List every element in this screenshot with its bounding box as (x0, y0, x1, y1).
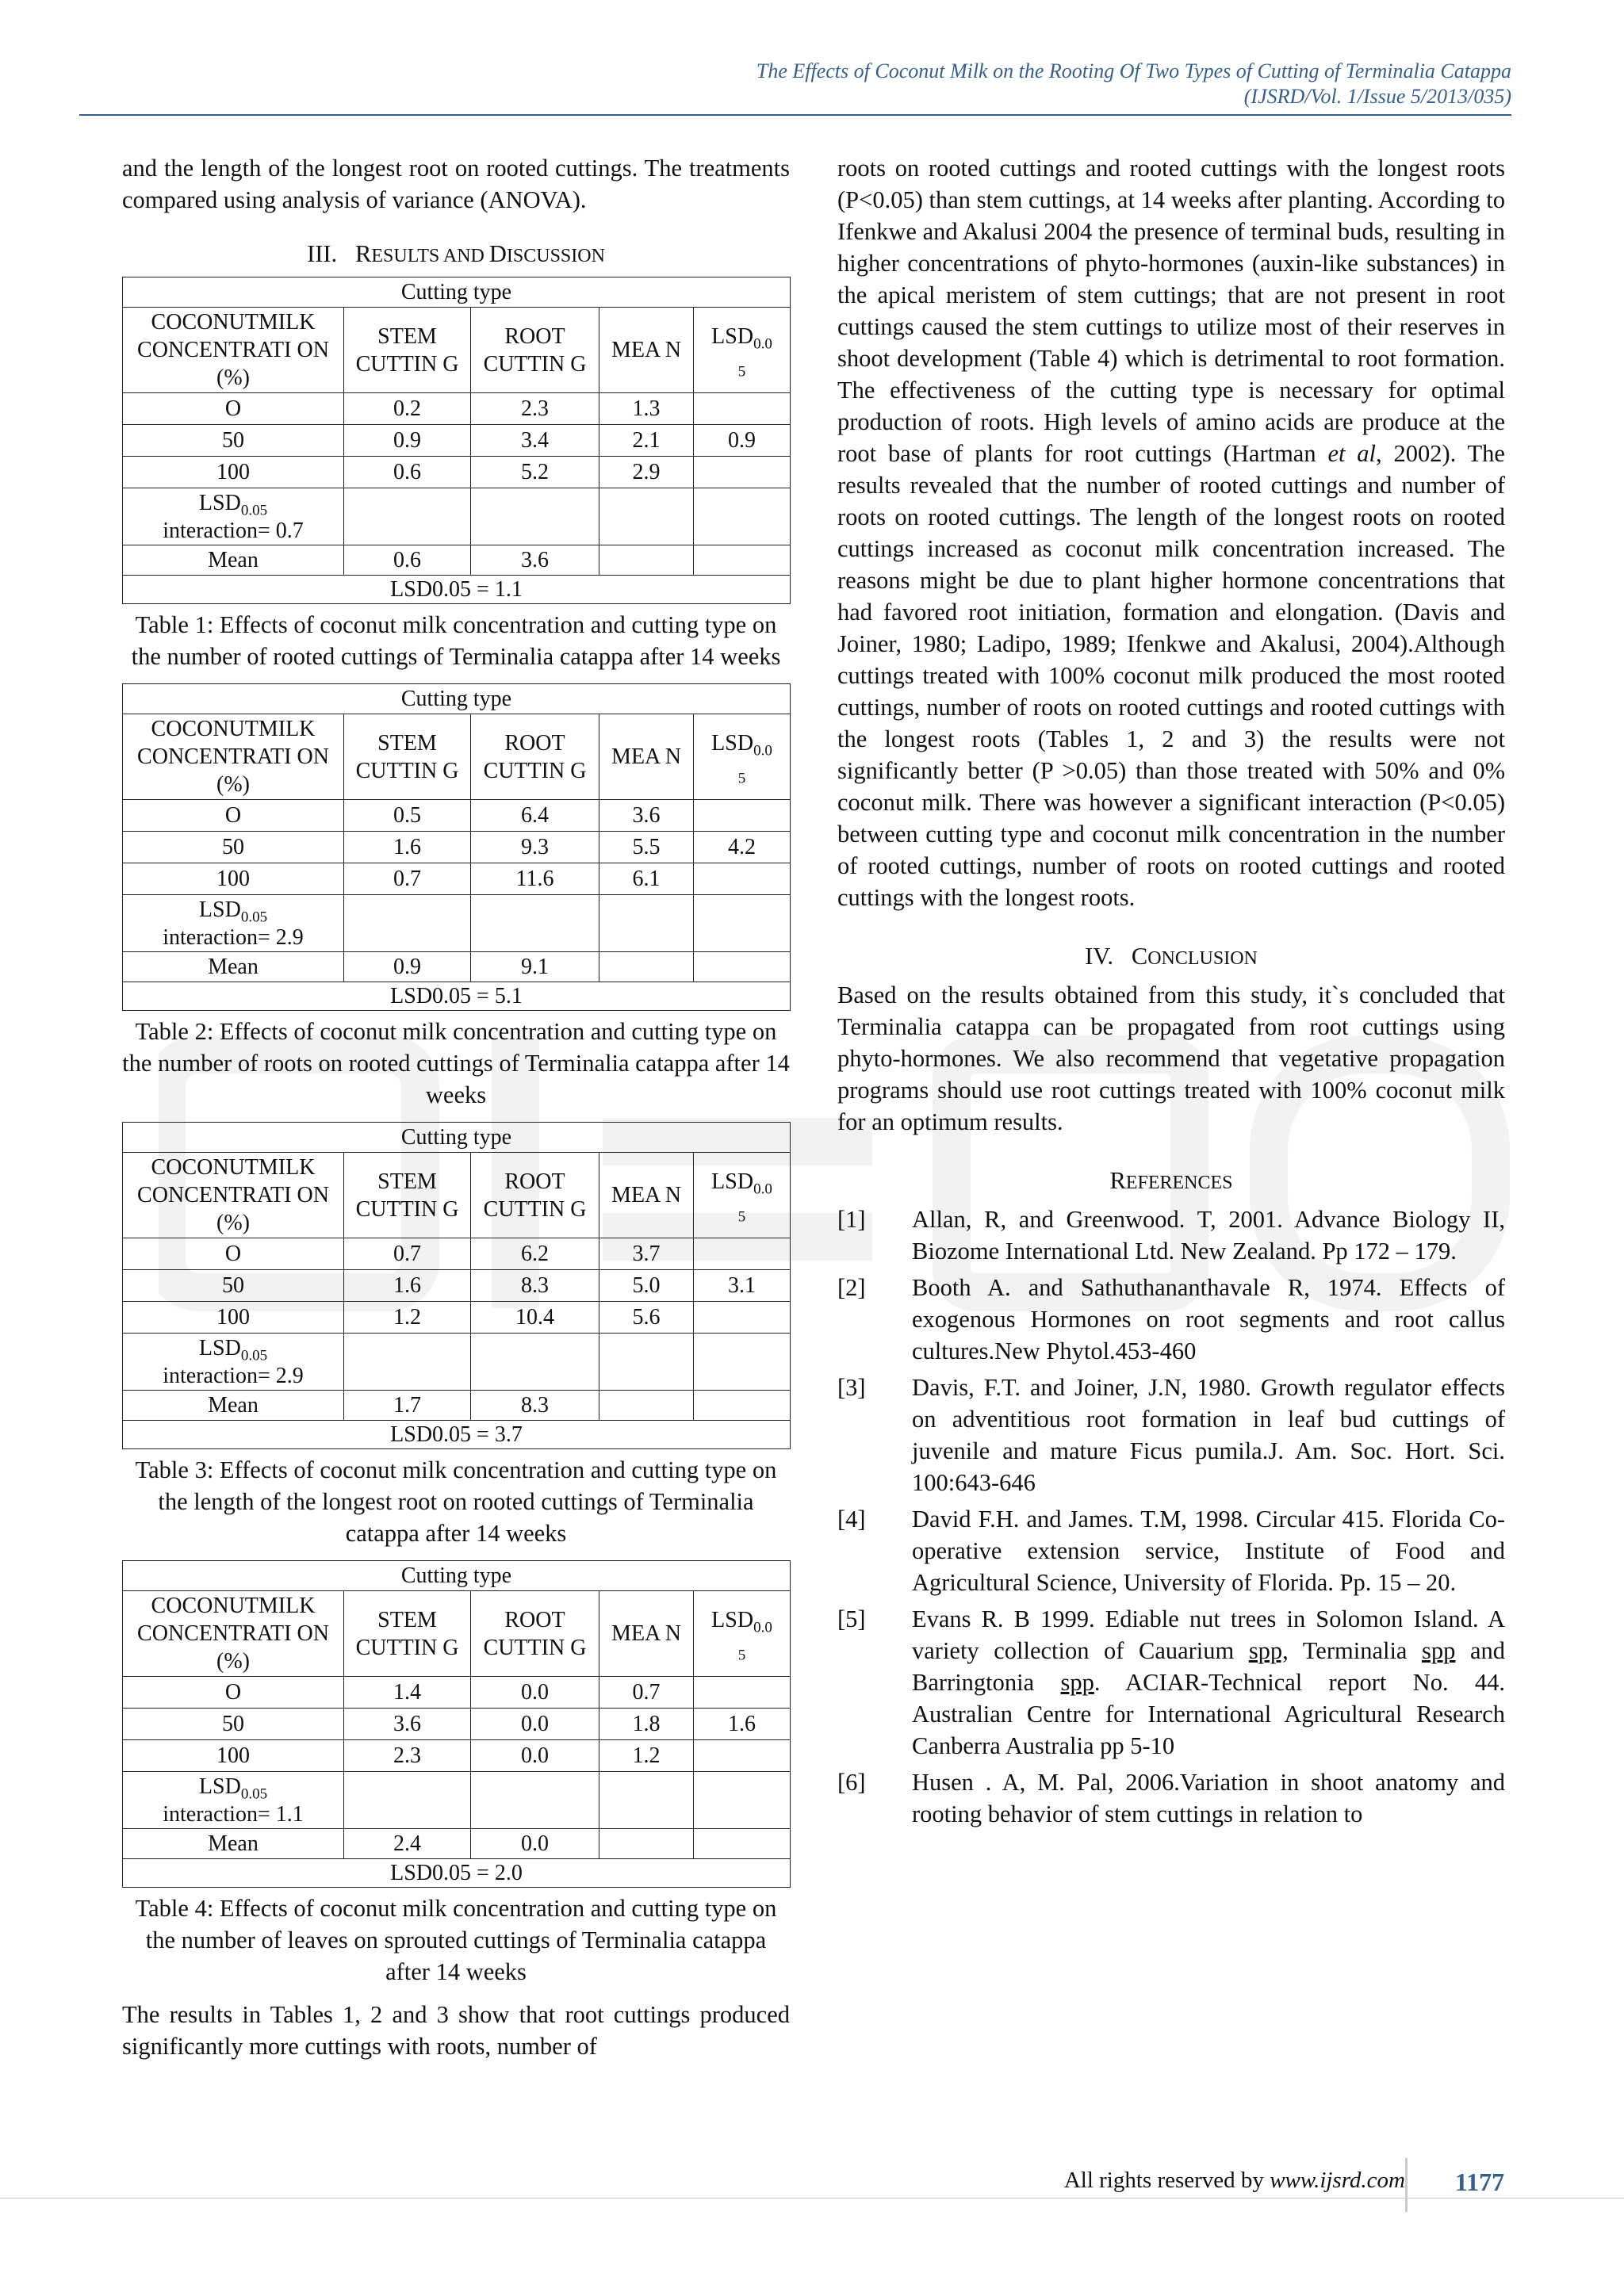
cell-root: 6.4 (471, 800, 599, 832)
lsd-label-sub: 0.05 (240, 1347, 268, 1364)
header-mean: MEA N (599, 308, 694, 393)
cell-root: 0.0 (471, 1677, 599, 1709)
cell-mean: 3.7 (599, 1238, 694, 1270)
cell-empty (599, 1772, 694, 1829)
reference-item (837, 1372, 1505, 1498)
section-title-part: R (1109, 1167, 1126, 1194)
reference-text-underlined: spp (1060, 1669, 1094, 1696)
footer-rights-text: All rights reserved by (1063, 2168, 1270, 2193)
cell-mean: 5.0 (599, 1270, 694, 1302)
page-footer (0, 2156, 1624, 2236)
header-title: The Effects of Coconut Milk on the Rooting Of Two Types of Cutting of Terminalia Catappa (756, 59, 1511, 82)
reference-number: [3] (837, 1374, 866, 1401)
cell-interaction (123, 488, 344, 545)
cell-stem: 0.7 (344, 1238, 471, 1270)
cell-empty (599, 488, 694, 545)
cell-mean: 5.6 (599, 1302, 694, 1334)
table-row (123, 1709, 791, 1740)
reference-text (912, 1603, 1505, 1762)
reference-item (837, 1203, 1505, 1267)
reference-item (837, 1503, 1505, 1598)
reference-text-underlined: spp (1422, 1637, 1456, 1664)
table-header-row (123, 1153, 791, 1238)
cell-lsd: 3.1 (694, 1270, 791, 1302)
reference-text-part: Terminalia (1288, 1637, 1423, 1664)
cell-interaction (123, 1334, 344, 1391)
header-lsd-tail: 5 (737, 1647, 746, 1664)
header-lsd-sub: 0.0 (753, 335, 772, 353)
header-lsd (694, 308, 791, 393)
header-lsd-base: LSD (711, 1169, 754, 1194)
results-table (122, 683, 791, 1011)
discussion-paragraph (837, 152, 1505, 913)
cell-stem: 3.6 (344, 1709, 471, 1740)
left-column (122, 152, 790, 2062)
references-list (837, 1203, 1505, 1830)
table-lsd-footer-row (123, 1859, 791, 1888)
header-lsd-base: LSD (711, 730, 754, 756)
cell-mean: 2.1 (599, 425, 694, 457)
table-row (123, 863, 791, 895)
cell-empty (599, 1391, 694, 1421)
intro-paragraph: and the length of the longest root on rooted cuttings. The treatments compared using analysis of variance (ANOVA). (122, 155, 790, 213)
reference-text: Booth A. and Sathuthananthavale R, 1974. Effects of exogenous Hormones on root segments and root callus cultures.New Phytol.453-460 (912, 1274, 1505, 1364)
lsd-label-sub: 0.05 (240, 1785, 268, 1803)
table-group-header-row (123, 1123, 791, 1153)
table-mean-row (123, 545, 791, 576)
cell-concentration: O (123, 1238, 344, 1270)
mean-stem: 0.9 (344, 952, 471, 982)
mean-label: Mean (123, 1829, 344, 1859)
cell-lsd: 4.2 (694, 832, 791, 863)
cell-concentration: 50 (123, 832, 344, 863)
header-stem-cutting: STEM CUTTIN G (344, 308, 471, 393)
cell-mean: 6.1 (599, 863, 694, 895)
cell-root: 6.2 (471, 1238, 599, 1270)
cell-lsd (694, 1302, 791, 1334)
cell-lsd (694, 1238, 791, 1270)
mean-label: Mean (123, 545, 344, 576)
mean-label: Mean (123, 952, 344, 982)
group-header-cutting-type: Cutting type (123, 1123, 791, 1153)
cell-concentration: O (123, 1677, 344, 1709)
cell-empty (599, 1334, 694, 1391)
section-title-part: ESULTS AND (371, 246, 489, 266)
lsd-footer: LSD0.05 = 2.0 (123, 1859, 791, 1888)
cell-concentration: O (123, 800, 344, 832)
reference-number: [1] (837, 1206, 866, 1233)
cell-concentration: O (123, 393, 344, 425)
group-header-cutting-type: Cutting type (123, 684, 791, 714)
cell-root: 2.3 (471, 393, 599, 425)
section-title-part: R (355, 240, 372, 267)
table-lsd-footer-row (123, 576, 791, 604)
table-caption: Table 4: Effects of coconut milk concentration and cutting type on the number of leaves on sprouted cuttings of Terminalia catappa after 14 weeks (135, 1895, 777, 1985)
header-root-cutting: ROOT CUTTIN G (471, 1591, 599, 1677)
header-concentration: COCONUTMILK CONCENTRATI ON (%) (123, 714, 344, 800)
table-row (123, 800, 791, 832)
cell-concentration: 50 (123, 425, 344, 457)
table-interaction-row (123, 1334, 791, 1391)
cell-root: 5.2 (471, 457, 599, 488)
header-lsd (694, 1591, 791, 1677)
discussion-text: roots on rooted cuttings and rooted cuttings with the longest roots (P<0.05) than stem cuttings, at 14 weeks after planting. According to Ifenkwe and Akalusi 2004 the presence of terminal buds, resulting in higher concentrations of phyto-hormones (auxin-like substances) in the apical meristem of stem cuttings; that are not present in root cuttings caused the stem cuttings to utilize most of their reserves in shoot development (Table 4) which is detrimental to root formation. The effectiveness of the cutting type is necessary for optimal production of roots. High levels of amino acids are produce at the root base of plants for root cuttings (Hartman (837, 155, 1505, 467)
header-rule (79, 114, 1511, 116)
reference-item (837, 1272, 1505, 1367)
table-row (123, 832, 791, 863)
section-numeral: III. (307, 240, 338, 267)
cell-lsd (694, 393, 791, 425)
lsd-label-sub: 0.05 (240, 502, 268, 519)
reference-text: Davis, F.T. and Joiner, J.N, 1980. Growth regulator effects on adventitious root formation in leaf bud cuttings of juvenile and mature Ficus pumila.J. Am. Soc. Hort. Sci. 100:643-646 (912, 1374, 1505, 1496)
results-table-block (122, 683, 790, 1111)
header-stem-cutting: STEM CUTTIN G (344, 1153, 471, 1238)
header-concentration: COCONUTMILK CONCENTRATI ON (%) (123, 1153, 344, 1238)
header-issue: (IJSRD/Vol. 1/Issue 5/2013/035) (1243, 85, 1511, 108)
lsd-label: LSD (198, 490, 241, 515)
cell-lsd: 0.9 (694, 425, 791, 457)
cell-empty (694, 895, 791, 952)
results-table-block (122, 1560, 790, 1988)
mean-root: 3.6 (471, 545, 599, 576)
cell-empty (599, 545, 694, 576)
results-table-block (122, 277, 790, 672)
cell-concentration: 100 (123, 1302, 344, 1334)
cell-lsd (694, 800, 791, 832)
header-mean: MEA N (599, 1591, 694, 1677)
interaction-value: interaction= 2.9 (163, 1363, 304, 1388)
header-lsd-tail: 5 (737, 770, 746, 787)
table-row (123, 1740, 791, 1772)
results-table-block (122, 1122, 790, 1549)
cell-stem: 0.5 (344, 800, 471, 832)
header-lsd-base: LSD (711, 1607, 754, 1632)
closing-paragraph: The results in Tables 1, 2 and 3 show that root cuttings produced significantly more cuttings with roots, number of (122, 2001, 790, 2060)
reference-text-part: Evans R. B 1999. Ediable nut trees in Solomon Island. A variety collection of Cauarium (912, 1605, 1505, 1664)
cell-stem: 1.6 (344, 832, 471, 863)
reference-text: Allan, R, and Greenwood. T, 2001. Advance Biology II, Biozome International Ltd. New Zealand. Pp 172 – 179. (912, 1206, 1505, 1265)
cell-mean: 1.8 (599, 1709, 694, 1740)
interaction-value: interaction= 2.9 (163, 924, 304, 950)
lsd-footer: LSD0.05 = 1.1 (123, 576, 791, 604)
group-header-cutting-type: Cutting type (123, 277, 791, 308)
header-lsd-tail: 5 (737, 363, 746, 381)
section-title-part: C (1131, 943, 1148, 970)
lsd-label: LSD (198, 897, 241, 922)
footer-site-link[interactable]: www.ijsrd.com (1270, 2168, 1405, 2193)
page-number: 1177 (1454, 2168, 1505, 2196)
table-row (123, 1238, 791, 1270)
reference-number: [2] (837, 1274, 866, 1301)
cell-empty (471, 1772, 599, 1829)
cell-empty (344, 1772, 471, 1829)
cell-stem: 0.2 (344, 393, 471, 425)
running-header (0, 0, 1511, 109)
table-header-row (123, 1591, 791, 1677)
discussion-italic: et al (1327, 440, 1377, 467)
header-root-cutting: ROOT CUTTIN G (471, 714, 599, 800)
table-group-header-row (123, 277, 791, 308)
reference-text-underlined: spp, (1248, 1637, 1289, 1664)
mean-stem: 1.7 (344, 1391, 471, 1421)
cell-empty (344, 1334, 471, 1391)
reference-text-part: . ACIAR-Technical report No. 44. Australian Centre for International Agricultural Research Canberra Australia pp 5-10 (912, 1669, 1505, 1759)
cell-root: 8.3 (471, 1270, 599, 1302)
cell-root: 0.0 (471, 1709, 599, 1740)
mean-root: 0.0 (471, 1829, 599, 1859)
mean-stem: 0.6 (344, 545, 471, 576)
cell-empty (694, 545, 791, 576)
cell-stem: 2.3 (344, 1740, 471, 1772)
cell-stem: 1.2 (344, 1302, 471, 1334)
header-lsd (694, 714, 791, 800)
interaction-value: interaction= 1.1 (163, 1801, 304, 1827)
cell-empty (694, 1772, 791, 1829)
lsd-label: LSD (198, 1774, 241, 1799)
section-title-part: ISCUSSION (506, 246, 605, 266)
mean-label: Mean (123, 1391, 344, 1421)
header-lsd-sub: 0.0 (753, 1619, 772, 1636)
cell-mean: 2.9 (599, 457, 694, 488)
table-row (123, 1270, 791, 1302)
table-caption: Table 2: Effects of coconut milk concentration and cutting type on the number of roots on rooted cuttings of Terminalia catappa after 14 weeks (122, 1018, 790, 1108)
cell-empty (344, 895, 471, 952)
reference-number: [6] (837, 1769, 866, 1796)
group-header-cutting-type: Cutting type (123, 1561, 791, 1591)
section-title-part: EFERENCES (1125, 1173, 1233, 1193)
cell-root: 11.6 (471, 863, 599, 895)
lsd-footer: LSD0.05 = 3.7 (123, 1421, 791, 1449)
mean-root: 9.1 (471, 952, 599, 982)
references-heading (837, 1165, 1505, 1199)
table-lsd-footer-row (123, 1421, 791, 1449)
table-mean-row (123, 952, 791, 982)
cell-root: 10.4 (471, 1302, 599, 1334)
results-table (122, 277, 791, 604)
table-lsd-footer-row (123, 982, 791, 1011)
right-column (837, 152, 1505, 1835)
reference-text-part: and Barringtonia (912, 1637, 1505, 1696)
cell-empty (599, 952, 694, 982)
reference-item (837, 1766, 1505, 1830)
header-lsd (694, 1153, 791, 1238)
header-lsd-base: LSD (711, 323, 754, 349)
reference-item (837, 1603, 1505, 1762)
footer-rights (1064, 2164, 1405, 2196)
table-row (123, 393, 791, 425)
cell-lsd (694, 1740, 791, 1772)
discussion-text: , 2002). The results revealed that the number of rooted cuttings and number of roots on rooted cuttings. The length of the longest roots on rooted cuttings increased as coconut milk concentration increased. The reasons might be due to plant higher hormone concentrations that had favored root initiation, formation and elongation. (Davis and Joiner, 1980; Ladipo, 1989; Ifenkwe and Akalusi, 2004).Although cuttings treated with 100% coconut milk produced the most rooted cuttings, number of roots on rooted cuttings and rooted cuttings with the longest roots (Tables 1, 2 and 3) the results were not significantly better (P >0.05) than those treated with 50% and 0% coconut milk. There was however a significant interaction (P<0.05) between cutting type and coconut milk concentration in the number of rooted cuttings, number of roots on rooted cuttings and rooted cuttings with the longest roots. (837, 440, 1505, 911)
cell-lsd (694, 1677, 791, 1709)
reference-text: David F.H. and James. T.M, 1998. Circular 415. Florida Co-operative extension service, Institute of Food and Agricultural Science, University of Florida. Pp. 15 – 20. (912, 1506, 1505, 1596)
cell-mean: 1.3 (599, 393, 694, 425)
footer-separator (1405, 2158, 1408, 2212)
cell-root: 9.3 (471, 832, 599, 863)
cell-lsd (694, 863, 791, 895)
cell-concentration: 50 (123, 1709, 344, 1740)
cell-stem: 1.6 (344, 1270, 471, 1302)
section-title-part: D (488, 240, 507, 267)
section-heading-conclusion (837, 940, 1505, 974)
header-stem-cutting: STEM CUTTIN G (344, 714, 471, 800)
reference-text: Husen . A, M. Pal, 2006.Variation in shoot anatomy and rooting behavior of stem cuttings in relation to (912, 1769, 1505, 1827)
cell-root: 3.4 (471, 425, 599, 457)
cell-stem: 1.4 (344, 1677, 471, 1709)
cell-interaction (123, 895, 344, 952)
cell-lsd (694, 457, 791, 488)
header-root-cutting: ROOT CUTTIN G (471, 308, 599, 393)
header-lsd-sub: 0.0 (753, 1181, 772, 1198)
table-mean-row (123, 1391, 791, 1421)
cell-mean: 5.5 (599, 832, 694, 863)
cell-empty (694, 488, 791, 545)
cell-empty (694, 1829, 791, 1859)
cell-empty (694, 1391, 791, 1421)
cell-empty (471, 895, 599, 952)
table-header-row (123, 714, 791, 800)
cell-empty (471, 1334, 599, 1391)
table-interaction-row (123, 488, 791, 545)
conclusion-paragraph: Based on the results obtained from this study, it`s concluded that Terminalia catappa can be propagated from root cuttings using phyto-hormones. We also recommend that vegetative propagation programs should use root cuttings treated with 100% coconut milk for an optimum results. (837, 982, 1505, 1135)
cell-empty (694, 1334, 791, 1391)
section-title-part: ONCLUSION (1147, 948, 1258, 969)
header-root-cutting: ROOT CUTTIN G (471, 1153, 599, 1238)
header-mean: MEA N (599, 1153, 694, 1238)
cell-lsd: 1.6 (694, 1709, 791, 1740)
results-tables (122, 277, 790, 1988)
header-lsd-tail: 5 (737, 1208, 746, 1226)
cell-stem: 0.6 (344, 457, 471, 488)
cell-empty (694, 952, 791, 982)
cell-stem: 0.7 (344, 863, 471, 895)
table-caption: Table 3: Effects of coconut milk concentration and cutting type on the length of the longest root on rooted cuttings of Terminalia catappa after 14 weeks (135, 1456, 777, 1547)
cell-mean: 3.6 (599, 800, 694, 832)
reference-number: [5] (837, 1605, 866, 1632)
cell-root: 0.0 (471, 1740, 599, 1772)
header-mean: MEA N (599, 714, 694, 800)
table-row (123, 457, 791, 488)
table-header-row (123, 308, 791, 393)
section-heading-results (122, 238, 790, 272)
cell-concentration: 100 (123, 1740, 344, 1772)
table-group-header-row (123, 1561, 791, 1591)
table-interaction-row (123, 895, 791, 952)
results-table (122, 1560, 791, 1888)
header-stem-cutting: STEM CUTTIN G (344, 1591, 471, 1677)
cell-concentration: 100 (123, 457, 344, 488)
table-interaction-row (123, 1772, 791, 1829)
lsd-footer: LSD0.05 = 5.1 (123, 982, 791, 1011)
cell-interaction (123, 1772, 344, 1829)
section-numeral: IV. (1085, 943, 1113, 970)
table-row (123, 425, 791, 457)
cell-empty (599, 895, 694, 952)
table-caption: Table 1: Effects of coconut milk concentration and cutting type on the number of rooted cuttings of Terminalia catappa after 14 weeks (131, 611, 781, 670)
mean-root: 8.3 (471, 1391, 599, 1421)
header-concentration: COCONUTMILK CONCENTRATI ON (%) (123, 308, 344, 393)
table-row (123, 1302, 791, 1334)
lsd-label-sub: 0.05 (240, 909, 268, 926)
lsd-label: LSD (198, 1335, 241, 1360)
cell-empty (471, 488, 599, 545)
cell-mean: 0.7 (599, 1677, 694, 1709)
reference-number: [4] (837, 1506, 866, 1533)
cell-empty (344, 488, 471, 545)
header-concentration: COCONUTMILK CONCENTRATI ON (%) (123, 1591, 344, 1677)
cell-mean: 1.2 (599, 1740, 694, 1772)
cell-concentration: 50 (123, 1270, 344, 1302)
cell-empty (599, 1829, 694, 1859)
cell-stem: 0.9 (344, 425, 471, 457)
mean-stem: 2.4 (344, 1829, 471, 1859)
interaction-value: interaction= 0.7 (163, 518, 304, 543)
header-lsd-sub: 0.0 (753, 742, 772, 760)
table-mean-row (123, 1829, 791, 1859)
table-row (123, 1677, 791, 1709)
results-table (122, 1122, 791, 1449)
table-group-header-row (123, 684, 791, 714)
cell-concentration: 100 (123, 863, 344, 895)
